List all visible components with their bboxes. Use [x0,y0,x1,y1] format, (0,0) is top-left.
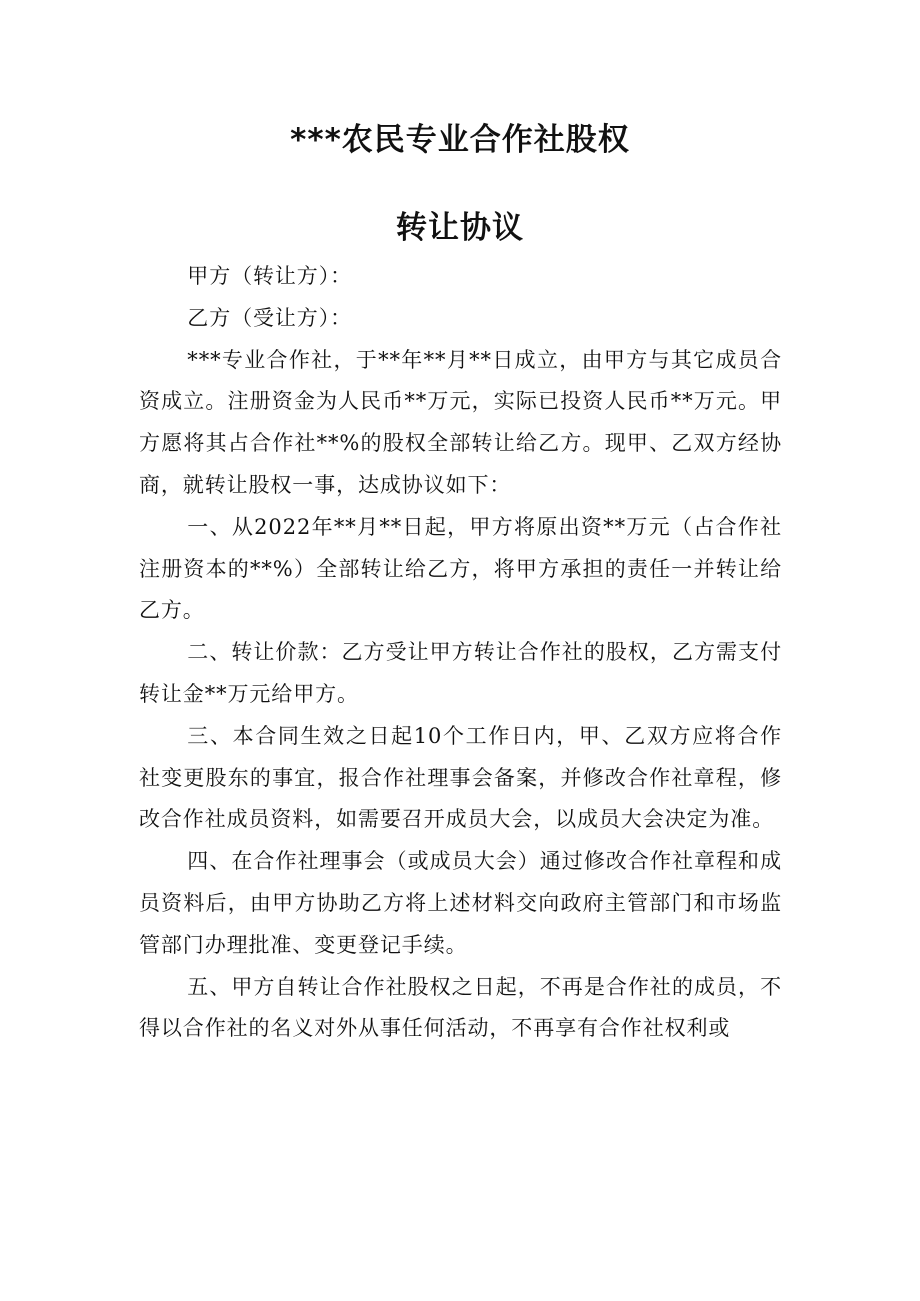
document-title-line-2: 转让协议 [396,210,524,246]
party-b-line: 乙方（受让方）： [187,305,352,330]
clause-1: 一、从2022年**月**日起，甲方将原出资**万元（占合作社注册资本的**%）全部转让给乙方，将甲方承担的责任一并转让给乙方。 [139,514,782,623]
document-title-line-1: ***农民专业合作社股权 [290,122,630,158]
intro-paragraph: ***专业合作社，于**年**月**日成立，由甲方与其它成员合资成立。注册资金为人民币**万元，实际已投资人民币**万元。甲方愿将其占合作社**%的股权全部转让给乙方。现甲、乙双方经协商，就转让股权一事，达成协议如下： [139,347,782,497]
clause-2: 二、转让价款：乙方受让甲方转让合作社的股权，乙方需支付转让金**万元给甲方。 [139,640,782,706]
clause-5: 五、甲方自转让合作社股权之日起，不再是合作社的成员，不得以合作社的名义对外从事任何活动，不再享有合作社权利或 [139,974,782,1041]
clause-4: 四、在合作社理事会（或成员大会）通过修改合作社章程和成员资料后，由甲方协助乙方将上述材料交向政府主管部门和市场监管部门办理批准、变更登记手续。 [139,849,782,957]
document-body [139,256,782,1050]
clause-3: 三、本合同生效之日起10个工作日内，甲、乙双方应将合作社变更股东的事宜，报合作社理事会备案，并修改合作社章程，修改合作社成员资料，如需要召开成员大会，以成员大会决定为准。 [139,723,782,832]
party-a-line: 甲方（转让方）： [187,264,352,288]
